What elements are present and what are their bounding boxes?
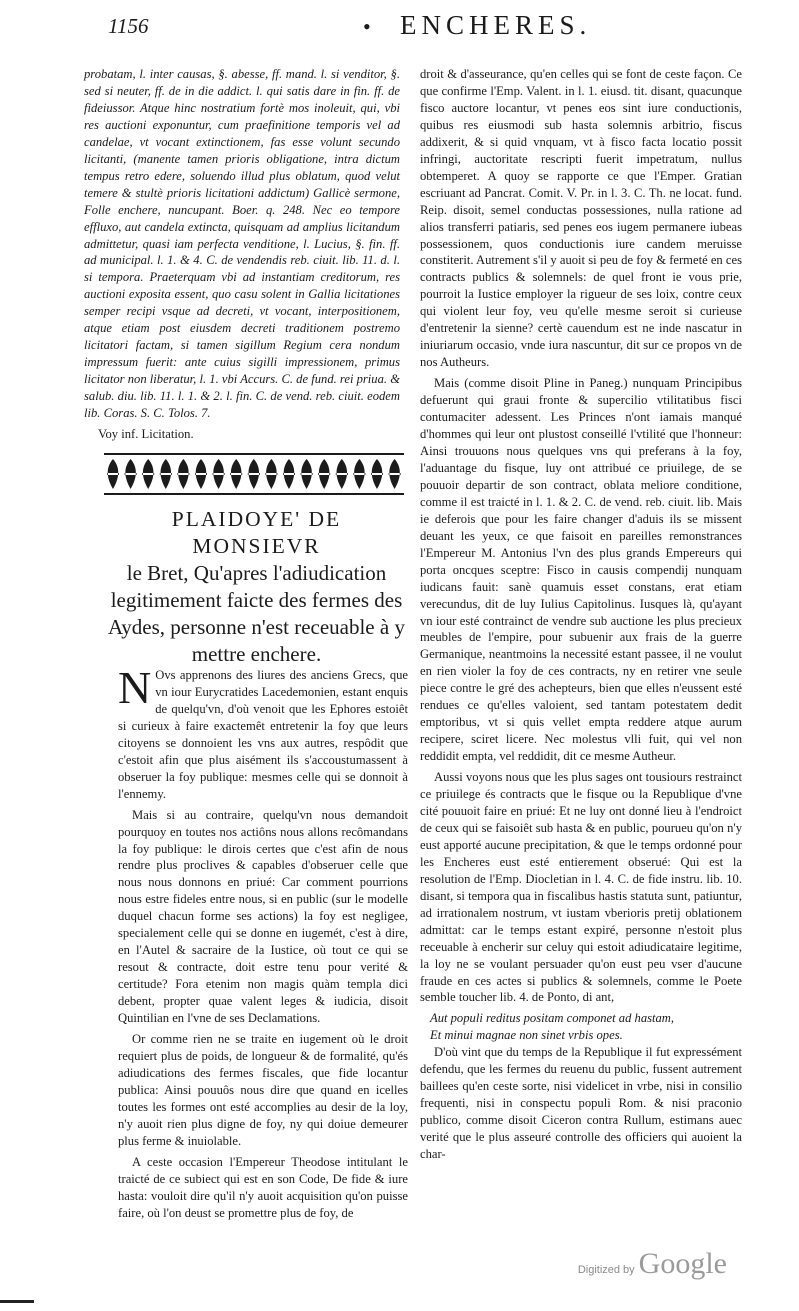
digitized-stamp bbox=[578, 1247, 727, 1281]
fleuron-icon bbox=[389, 459, 401, 489]
running-title: ENCHERES. bbox=[400, 10, 592, 40]
paragraph-1-text: Ovs apprenons des liures des anciens Grecs, que vn iour Eurycratides Lacedemonien, estant enquis de quelqu'vn, d'où venoit que les Ephores estoiêt si curieux à faire exactemêt entretenir la foy que leurs citoyens se donnoient les vns aux autres, respôdit que c'estoit afin que plus aisément ils s'accoustumassent à obseruer la foy publique: mesmes celle qui se donnoit à l'ennemy. bbox=[118, 668, 408, 801]
bottom-edge-mark bbox=[0, 1300, 34, 1303]
digitized-by-text: Digitized by bbox=[577, 1264, 635, 1276]
plaidoye-body bbox=[118, 662, 408, 1226]
plaidoye-title bbox=[104, 506, 409, 668]
fleuron-icon bbox=[125, 459, 137, 489]
cross-reference: Voy inf. Licitation. bbox=[98, 427, 194, 442]
google-logo: Google bbox=[638, 1247, 727, 1280]
right-column bbox=[420, 66, 742, 1167]
fleuron-icon bbox=[142, 459, 154, 489]
fleuron-icon bbox=[371, 459, 383, 489]
right-paragraph-1: droit & d'asseurance, qu'en celles qui se font de ceste façon. Ce que confirme l'Emp. Valent. in l. 1. eiusd. tit. disant, quacunque fisco auctore locantur, vt penes eos sint iure conductionis, quibus res eiusmodi sub hasta solemnis arbitrio, fiscus addixerit, & si quid vnquam, vt à fisco facta locatio possit infringi, auctoritate rescripti fuerit impetratum, nullus obtemperet. A quoy se rapporte ce que l'Emper. Gratian escriuant ad Pancrat. Comit. V. Pr. in l. 3. C. Th. ne locat. fund. Reip. disoit, semel conductas possessiones, nulla ratione ad alios transferri patiaris, sed penes eos iugem permanere iubeas possessionem, quos conductionis iure candem meruisse constiterit. Autrement s'il y auoit si peu de foy & fermeté en ces contracts publics & solemnels: de quel front ie vous prie, pourroit la Iustice employer la rigueur de ses loix, contre ceux qui violent leur foy, veu qu'elle mesme seroit si curieuse d'entretenir la sienne? certè cauendum est ne inde nascatur in iniuriarum occasio, vnde iura nascuntur, dit sur ce propos vn de nos Autheurs. bbox=[420, 67, 742, 370]
paragraph-4: A ceste occasion l'Empereur Theodose intitulant le traicté de ce subiect qui est en son Code, De fide & iure hasta: vouloit dire qu'il n'y auoit acquisition qu'on puisse faire, où l'on deust se promettre plus de foy, de bbox=[118, 1154, 408, 1220]
latin-commentary: probatam, l. inter causas, §. abesse, ff. mand. l. si venditor, §. sed si neuter, ff. de in die addict. l. qui satis dare in fin. ff. de fideiussor. Atque hinc nostratium fortè mos inoleuit, qui, vbi res auctioni exponuntur, cum praefinitione temporis vel ad candelae, vt vocant extinctionem, fas esse volunt secundo licitanti, (manente tamen prioris obligatione, intra dictum tempus retro edere, soluendo illud plus oblatum, quod velut temere & stultè prioris licitationi addictum) Gallicè sermone, Folle enchere, nuncupant. Boer. q. 248. Nec eo tempore effluxo, aut candela extincta, quisquam ad amplius licitandum admittetur, quasi iam perfecta venditione, l. Lucius, §. fin. ff. ad municipal. l. 1. & 4. C. de vendendis reb. ciuit. lib. 11. d. l. si tempora. Praeterquam vbi ad instantiam creditorum, res auctioni exposita essent, quo casu solent in Gallia licitationes semper recipi vsque ad decreti, vt vocant, interpositionem, atque etiam post eiusdem decreti traditionem postremo licitatori factam, si tamen sigillum Regium cera nondum impressum fuerit: ante cuius sigilli impressionem, primus licitator non liberatur, l. 1. vbi Accurs. C. de fund. rei priua. & salub. diu. lib. 11. l. 1. & 2. l. fin. C. de vend. reb. ciuit. eodem lib. Coras. S. C. Tolos. 7. bbox=[84, 67, 400, 421]
fleuron-icon bbox=[265, 459, 277, 489]
fleuron-icon bbox=[107, 459, 119, 489]
header-bullet: • bbox=[363, 14, 371, 39]
page-number: 1156 bbox=[108, 14, 149, 38]
fleuron-icon bbox=[195, 459, 207, 489]
fleuron-band-icon bbox=[104, 451, 404, 497]
fleuron-icon bbox=[353, 459, 365, 489]
left-column-top bbox=[84, 66, 400, 447]
page-header bbox=[108, 6, 730, 46]
fleuron-icon bbox=[230, 459, 242, 489]
right-paragraph-closing: D'où vint que du temps de la Republique il fut expressément defendu, que les fermes du reuenu du public, fussent autrement baillees qu'en ceste sorte, nisi videlicet in vrbe, nisi in consilio frequenti, nisi in conspectu populi Rom. & nisi praconio publico, comme disoit Ciceron contra Rullum, estimans auec verité que le plus asseuré controlle des officiers qui auoient la char- bbox=[420, 1045, 742, 1162]
paragraph-3: Or comme rien ne se traite en iugement où le droit requiert plus de poids, de longueur & de formalité, qu'és adiudications des fermes fiscales, que fide locantur publica: Ainsi pouuôs nous dire que quand en icelles toutes les formes ont esté accomplies au desir de la loy, n'y auoit rien plus digne de foy, ny qui doiue demeurer plus ferme & inuiolable. bbox=[118, 1032, 408, 1148]
fleuron-icon bbox=[177, 459, 189, 489]
right-paragraph-2: Mais (comme disoit Pline in Paneg.) nunquam Principibus defuerunt qui graui fronte & supercilio vtilitatibus fisci contumaciter adessent. Les Princes n'ont iamais manqué d'hommes qui leur ont plustost conseillé l'vtilité que l'honneur: Ainsi trouuons nous quelques vns qui preferans à la foy, l'aduantage du fisque, luy ont attribué ce priuilege, de se pouuoir departir de son contract, oblata meliore conditione, comme il est traicté in l. 1. & 2. C. de vend. reb. ciuit. lib. Mais ie deferois que pour les faire changer d'aduis ils se missent deuant les yeux, ce que faisoit en pareilles remonstrances l'Empereur M. Antonius l'vn des plus grands Empereurs qui porta oncques sceptre: Fisco in causis compendij nunquam iudicans fauit: sanè quamuis esset constans, erat etiam verecundus, dit de luy Iulius Capitolinus. Iusques là, qu'ayant vn iour esté contrainct de vendre sub auctione les plus precieux meubles de l'empire, pour subuenir aux frais de la guerre Germanique, neantmoins la necessité estant passee, il ne voulut en rien violer la foy de ces contracts, ny en retirer vne seule piece contre le gré des achepteurs, bien que elles n'eussent esté rendues ce qu'elles valoient, sed tantam potestatem dedit emptoribus, vt si quis vellet empta reddere atque aurum recipere, sciret licere. Nec molestus vlli fuit, qui vel non reddidit empta, vel reddidit, dit ce mesme Autheur. bbox=[420, 376, 742, 764]
verse-line-1: Aut populi reditus positam componet ad hastam, bbox=[430, 1011, 675, 1026]
fleuron-icon bbox=[213, 459, 225, 489]
fleuron-icon bbox=[318, 459, 330, 489]
fleuron-icon bbox=[301, 459, 313, 489]
paragraph-1 bbox=[118, 662, 408, 803]
verse-line-2: Et minui magnae non sinet vrbis opes. bbox=[430, 1028, 623, 1043]
title-line-1: PLAIDOYE' DE MONSIEVR bbox=[171, 507, 342, 558]
fleuron-icon bbox=[248, 459, 260, 489]
fleuron-icon bbox=[283, 459, 295, 489]
drop-cap: N bbox=[118, 662, 152, 713]
fleuron-icon bbox=[336, 459, 348, 489]
title-line-2: le Bret, Qu'apres l'adiudication legitimement faicte des fermes des Aydes, personne n'est receuable à y mettre enchere. bbox=[108, 561, 405, 666]
paragraph-2: Mais si au contraire, quelqu'vn nous demandoit pourquoy en toutes nos actiôns nous allons recômandans la foy publique: le dirois certes que c'est afin de nous rendre plus proclives & capables d'obseruer celle que nous nous donnons en priué: Car comment pourrions nous estre fideles entre nous, si en public (sur le modelle duquel chacun forme ses actions) la foy est negligee, specialement celle qui se donne en iugemét, c'est à dire, en l'Autel & sacraire de la Iustice, où tout ce qui se resout & contracte, doit estre tenu pour verité & certitude? Fora etenim non magis quàm templa dici debent, propter quae valent leges & iudicia, disoit Quintilian en l'vne de ses Declamations. bbox=[118, 807, 408, 1026]
right-paragraph-3: Aussi voyons nous que les plus sages ont tousiours restrainct ce priuilege és contracts que le fisque ou la Republique d'vne cité pouuoit faire en priué: Et ne luy ont donné lieu à l'endroict de ceux qui se faisoiêt sub hasta & en public, pourueu qu'on n'y eust apporté aucune precipitation, & que le temps ordonné pour les Encheres eust esté entierement obserué: Qui est la resolution de l'Emp. Diocletian in l. 4. C. de fide instru. lib. 10. disant, si tempora qua in fiscalibus hastis statuta sunt, patiuntur, ad irrationalem nostrum, vt iustam vberioris pretij oblationem admittat: car le temps estant expiré, personne n'estoit plus receuable à encherir sur celuy qui estoit adiudicataire legitime, la loy ne se voulant persuader qu'on eust peu vser d'aucune fraude en ces actes si publics & solemnels, comme le Poete semble toucher lib. 4. de Ponto, di ant, bbox=[420, 770, 742, 1005]
fleuron-icon bbox=[160, 459, 172, 489]
